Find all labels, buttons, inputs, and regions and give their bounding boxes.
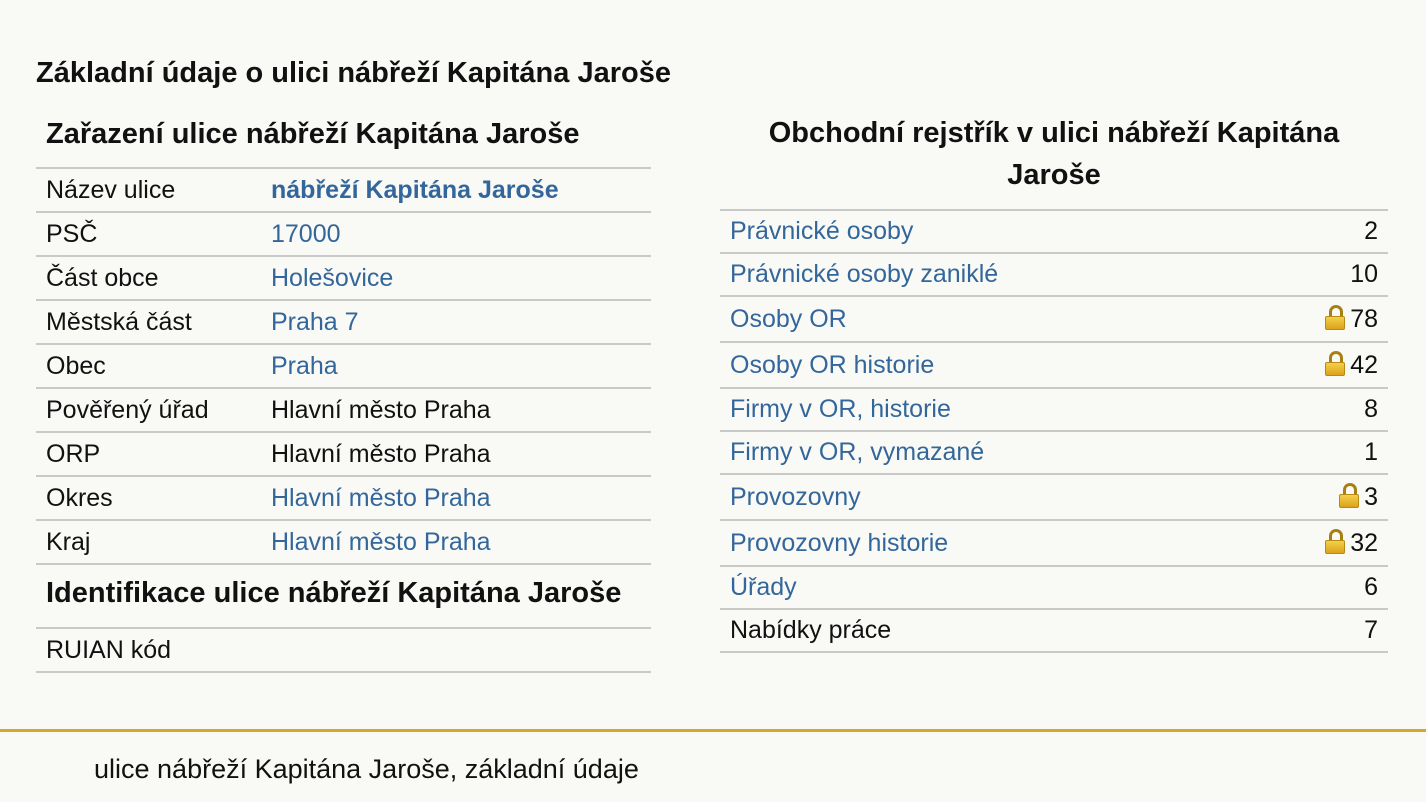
table-row (720, 609, 1388, 652)
row-count-nabidky-prace: 7 (1253, 609, 1388, 652)
table-row (36, 256, 651, 300)
row-value-orp: Hlavní město Praha (261, 432, 651, 476)
identifikace-heading: Identifikace ulice nábřeží Kapitána Jaroše (46, 577, 622, 609)
row-value-psc (261, 212, 651, 256)
mestska-cast-link[interactable]: Praha 7 (271, 307, 359, 336)
row-label-osoby-or (720, 296, 1253, 342)
table-row (720, 388, 1388, 431)
row-label-urady (720, 566, 1253, 609)
row-label-okres: Okres (36, 476, 261, 520)
row-value-povereny-urad: Hlavní město Praha (261, 388, 651, 432)
row-value-kraj (261, 520, 651, 564)
row-label-cast-obce: Část obce (36, 256, 261, 300)
lock-icon (1325, 351, 1345, 376)
count-value: 32 (1350, 528, 1378, 557)
table-row (36, 476, 651, 520)
street-name-link[interactable]: nábřeží Kapitána Jaroše (271, 175, 559, 204)
psc-link[interactable]: 17000 (271, 219, 341, 248)
provozovny-link[interactable]: Provozovny (730, 482, 861, 511)
row-label-osoby-or-historie (720, 342, 1253, 388)
row-value-okres (261, 476, 651, 520)
zarazeni-heading: Zařazení ulice nábřeží Kapitána Jaroše (46, 118, 580, 150)
zarazeni-table (36, 167, 651, 565)
count-value: 78 (1350, 304, 1378, 333)
count-value: 3 (1364, 482, 1378, 511)
footer-divider (0, 729, 1426, 732)
row-value-mestska-cast (261, 300, 651, 344)
table-row (36, 212, 651, 256)
row-label-nazev-ulice: Název ulice (36, 168, 261, 212)
row-label-kraj: Kraj (36, 520, 261, 564)
okres-link[interactable]: Hlavní město Praha (271, 483, 491, 512)
row-label-mestska-cast: Městská část (36, 300, 261, 344)
row-label-provozovny-historie (720, 520, 1253, 566)
osoby-or-historie-link[interactable]: Osoby OR historie (730, 350, 935, 379)
row-label-pravnicke-osoby (720, 210, 1253, 253)
row-label-povereny-urad: Pověřený úřad (36, 388, 261, 432)
table-row (720, 253, 1388, 296)
row-label-provozovny (720, 474, 1253, 520)
row-value-cast-obce (261, 256, 651, 300)
table-row (720, 520, 1388, 566)
street-info-panel (36, 112, 651, 673)
row-label-obec: Obec (36, 344, 261, 388)
row-label-firmy-historie (720, 388, 1253, 431)
lock-icon (1325, 305, 1345, 330)
row-label-nabidky-prace: Nabídky práce (720, 609, 1253, 652)
footer-caption: ulice nábřeží Kapitána Jaroše, základní údaje (94, 754, 639, 784)
table-row (36, 432, 651, 476)
row-count-pravnicke-osoby: 2 (1253, 210, 1388, 253)
pravnicke-osoby-zanikle-link[interactable]: Právnické osoby zaniklé (730, 260, 999, 288)
table-row (720, 210, 1388, 253)
table-row (36, 520, 651, 564)
osoby-or-link[interactable]: Osoby OR (730, 304, 847, 333)
business-register-panel (720, 112, 1388, 653)
table-row (720, 566, 1388, 609)
row-label-psc: PSČ (36, 212, 261, 256)
cast-obce-link[interactable]: Holešovice (271, 263, 394, 292)
urady-link[interactable]: Úřady (730, 573, 797, 601)
row-label-ruian: RUIAN kód (36, 628, 261, 672)
lock-icon (1339, 483, 1359, 508)
obchodni-rejstrik-table (720, 209, 1388, 653)
row-count-osoby-or (1253, 296, 1388, 342)
provozovny-historie-link[interactable]: Provozovny historie (730, 528, 949, 557)
lock-icon (1325, 529, 1345, 554)
row-label-firmy-vymazane (720, 431, 1253, 474)
firmy-historie-link[interactable]: Firmy v OR, historie (730, 395, 951, 423)
row-value-ruian (261, 628, 651, 672)
row-count-pravnicke-osoby-zanikle: 10 (1253, 253, 1388, 296)
row-count-osoby-or-historie (1253, 342, 1388, 388)
table-row (720, 474, 1388, 520)
table-row (720, 431, 1388, 474)
page-title: Základní údaje o ulici nábřeží Kapitána Jaroše (36, 57, 671, 89)
pravnicke-osoby-link[interactable]: Právnické osoby (730, 217, 914, 245)
kraj-link[interactable]: Hlavní město Praha (271, 527, 491, 556)
row-value-nazev-ulice (261, 168, 651, 212)
firmy-vymazane-link[interactable]: Firmy v OR, vymazané (730, 438, 985, 466)
row-value-obec (261, 344, 651, 388)
table-row (720, 296, 1388, 342)
count-value: 42 (1350, 350, 1378, 379)
table-row (36, 628, 651, 672)
row-label-orp: ORP (36, 432, 261, 476)
table-row (36, 168, 651, 212)
row-count-firmy-historie: 8 (1253, 388, 1388, 431)
row-label-pravnicke-osoby-zanikle (720, 253, 1253, 296)
table-row (36, 344, 651, 388)
row-count-provozovny-historie (1253, 520, 1388, 566)
table-row (36, 300, 651, 344)
row-count-provozovny (1253, 474, 1388, 520)
obec-link[interactable]: Praha (271, 351, 338, 380)
table-row (720, 342, 1388, 388)
table-row (36, 388, 651, 432)
obchodni-rejstrik-heading: Obchodní rejstřík v ulici nábřeží Kapitána Jaroše (768, 117, 1340, 191)
identifikace-table (36, 627, 651, 673)
row-count-firmy-vymazane: 1 (1253, 431, 1388, 474)
row-count-urady: 6 (1253, 566, 1388, 609)
